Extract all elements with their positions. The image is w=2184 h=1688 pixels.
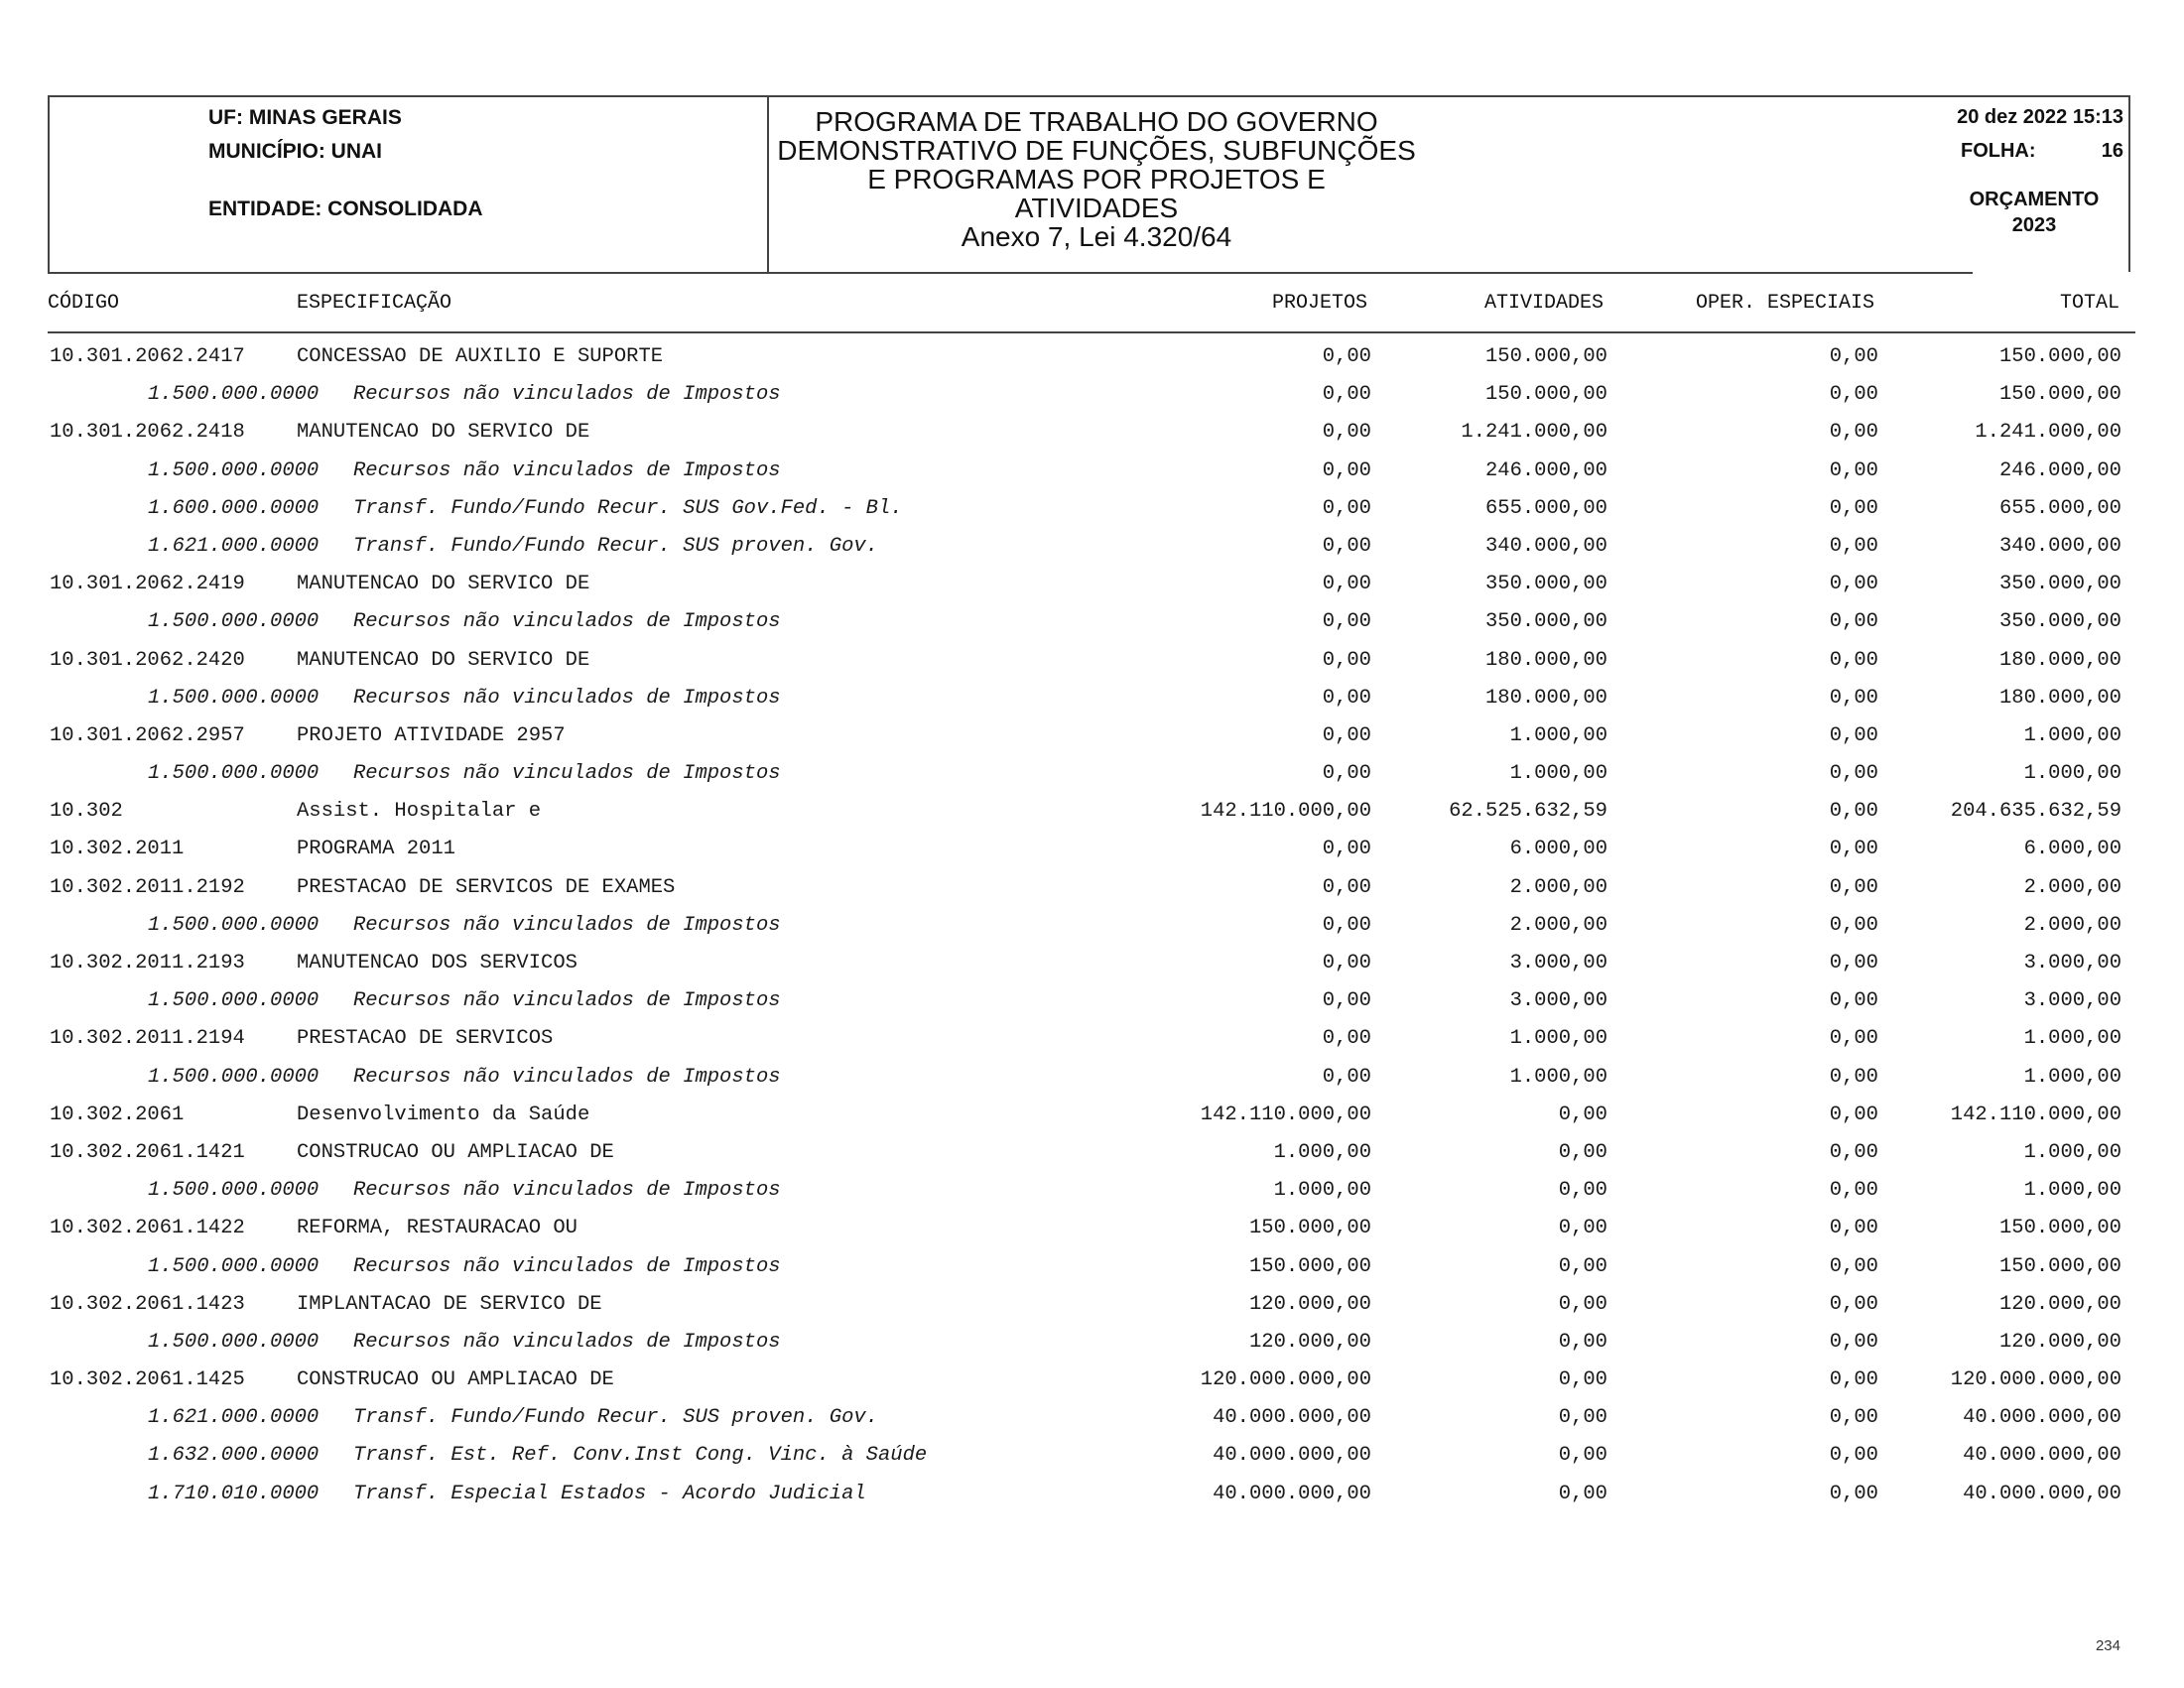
row-atividades: 6.000,00 xyxy=(1509,838,1607,861)
column-header-oper-especiais: OPER. ESPECIAIS xyxy=(1695,292,1874,315)
row-total: 2.000,00 xyxy=(2023,875,2121,899)
row-code: 10.301.2062.2957 xyxy=(50,723,245,747)
row-code: 1.500.000.0000 xyxy=(148,458,320,482)
row-projetos: 0,00 xyxy=(1322,989,1371,1013)
orcamento-label: ORÇAMENTO xyxy=(1969,189,2100,210)
row-projetos: 40.000.000,00 xyxy=(1213,1444,1371,1468)
row-code: 1.632.000.0000 xyxy=(148,1444,320,1468)
row-especificacao: PRESTACAO DE SERVICOS xyxy=(297,1027,554,1051)
row-especificacao: Recursos não vinculados de Impostos xyxy=(353,383,781,407)
row-especificacao: Recursos não vinculados de Impostos xyxy=(353,1330,781,1354)
row-especificacao: Recursos não vinculados de Impostos xyxy=(353,458,781,482)
row-oper-especiais: 0,00 xyxy=(1829,1254,1878,1278)
row-code: 10.302.2061.1423 xyxy=(50,1292,245,1316)
row-oper-especiais: 0,00 xyxy=(1829,1103,1878,1126)
row-total: 180.000,00 xyxy=(1998,648,2121,672)
row-projetos: 0,00 xyxy=(1322,913,1371,937)
table-row xyxy=(48,1021,2135,1059)
row-atividades: 0,00 xyxy=(1558,1103,1607,1126)
folha-label: FOLHA: xyxy=(1961,140,2036,162)
source-row xyxy=(48,908,2135,946)
row-total: 1.000,00 xyxy=(2023,1027,2121,1051)
row-total: 1.000,00 xyxy=(2023,762,2121,786)
row-code: 10.302.2061.1425 xyxy=(50,1368,245,1392)
table-row xyxy=(48,794,2135,832)
row-atividades: 1.000,00 xyxy=(1509,762,1607,786)
row-projetos: 150.000,00 xyxy=(1248,1254,1371,1278)
row-atividades: 0,00 xyxy=(1558,1254,1607,1278)
row-oper-especiais: 0,00 xyxy=(1829,1292,1878,1316)
column-header-codigo: CÓDIGO xyxy=(48,292,120,315)
row-especificacao: REFORMA, RESTAURACAO OU xyxy=(297,1217,578,1240)
row-code: 10.301.2062.2417 xyxy=(50,345,245,368)
row-projetos: 0,00 xyxy=(1322,762,1371,786)
municipio-label: MUNICÍPIO: UNAI xyxy=(208,140,382,163)
row-total: 120.000,00 xyxy=(1998,1292,2121,1316)
row-total: 1.000,00 xyxy=(2023,1140,2121,1164)
row-atividades: 0,00 xyxy=(1558,1444,1607,1468)
column-header-projetos: PROJETOS xyxy=(1271,292,1367,315)
row-oper-especiais: 0,00 xyxy=(1829,1140,1878,1164)
row-atividades: 180.000,00 xyxy=(1484,686,1607,710)
source-row xyxy=(48,377,2135,415)
row-projetos: 0,00 xyxy=(1322,723,1371,747)
row-projetos: 0,00 xyxy=(1322,1065,1371,1089)
row-projetos: 0,00 xyxy=(1322,610,1371,634)
row-total: 120.000,00 xyxy=(1998,1330,2121,1354)
row-code: 1.500.000.0000 xyxy=(148,1065,320,1089)
title-line: E PROGRAMAS POR PROJETOS E xyxy=(867,164,1326,195)
page-number: 234 xyxy=(2095,1637,2120,1654)
row-code: 1.500.000.0000 xyxy=(148,1179,320,1203)
row-especificacao: PROGRAMA 2011 xyxy=(297,838,455,861)
row-code: 1.500.000.0000 xyxy=(148,686,320,710)
source-row xyxy=(48,1400,2135,1438)
row-code: 1.621.000.0000 xyxy=(148,1406,320,1430)
row-especificacao: Recursos não vinculados de Impostos xyxy=(353,1179,781,1203)
row-code: 1.500.000.0000 xyxy=(148,989,320,1013)
row-atividades: 0,00 xyxy=(1558,1406,1607,1430)
row-projetos: 120.000,00 xyxy=(1248,1330,1371,1354)
row-projetos: 0,00 xyxy=(1322,496,1371,520)
row-projetos: 40.000.000,00 xyxy=(1213,1482,1371,1505)
row-atividades: 150.000,00 xyxy=(1484,383,1607,407)
source-row xyxy=(48,491,2135,529)
row-total: 180.000,00 xyxy=(1998,686,2121,710)
row-oper-especiais: 0,00 xyxy=(1829,421,1878,445)
row-code: 1.710.010.0000 xyxy=(148,1482,320,1505)
row-oper-especiais: 0,00 xyxy=(1829,762,1878,786)
row-atividades: 340.000,00 xyxy=(1484,534,1607,558)
row-total: 340.000,00 xyxy=(1998,534,2121,558)
row-atividades: 1.000,00 xyxy=(1509,723,1607,747)
row-oper-especiais: 0,00 xyxy=(1829,1444,1878,1468)
entidade-label: ENTIDADE: CONSOLIDADA xyxy=(208,197,483,220)
row-projetos: 0,00 xyxy=(1322,952,1371,974)
table-row xyxy=(48,1287,2135,1325)
row-atividades: 3.000,00 xyxy=(1509,952,1607,974)
row-especificacao: Recursos não vinculados de Impostos xyxy=(353,1065,781,1089)
source-row xyxy=(48,983,2135,1021)
source-row xyxy=(48,1325,2135,1363)
row-projetos: 142.110.000,00 xyxy=(1200,1103,1371,1126)
row-projetos: 0,00 xyxy=(1322,573,1371,596)
table-row xyxy=(48,1098,2135,1135)
title-line: DEMONSTRATIVO DE FUNÇÕES, SUBFUNÇÕES xyxy=(777,135,1416,166)
source-row xyxy=(48,1477,2135,1514)
row-atividades: 2.000,00 xyxy=(1509,875,1607,899)
column-header-total: TOTAL xyxy=(2059,292,2120,315)
row-especificacao: Recursos não vinculados de Impostos xyxy=(353,686,781,710)
row-code: 1.500.000.0000 xyxy=(148,610,320,634)
row-especificacao: Recursos não vinculados de Impostos xyxy=(353,762,781,786)
row-total: 350.000,00 xyxy=(1998,610,2121,634)
table-header xyxy=(48,292,2135,331)
header-border-bottom xyxy=(48,272,1973,274)
row-code: 10.301.2062.2419 xyxy=(50,573,245,596)
source-row xyxy=(48,1438,2135,1476)
row-projetos: 0,00 xyxy=(1322,875,1371,899)
row-total: 40.000.000,00 xyxy=(1963,1444,2121,1468)
row-code: 1.500.000.0000 xyxy=(148,913,320,937)
row-projetos: 1.000,00 xyxy=(1273,1179,1371,1203)
row-oper-especiais: 0,00 xyxy=(1829,723,1878,747)
title-line: Anexo 7, Lei 4.320/64 xyxy=(961,221,1232,252)
table-header-rule xyxy=(48,331,2135,333)
row-oper-especiais: 0,00 xyxy=(1829,1368,1878,1392)
row-oper-especiais: 0,00 xyxy=(1829,1065,1878,1089)
row-total: 2.000,00 xyxy=(2023,913,2121,937)
row-oper-especiais: 0,00 xyxy=(1829,458,1878,482)
row-especificacao: IMPLANTACAO DE SERVICO DE xyxy=(297,1292,602,1316)
row-especificacao: Transf. Fundo/Fundo Recur. SUS Gov.Fed. - Bl. xyxy=(353,496,903,520)
row-oper-especiais: 0,00 xyxy=(1829,838,1878,861)
row-especificacao: MANUTENCAO DO SERVICO DE xyxy=(297,421,590,445)
row-projetos: 1.000,00 xyxy=(1273,1140,1371,1164)
table-row xyxy=(48,832,2135,869)
table-row xyxy=(48,870,2135,908)
header-entity-block xyxy=(208,101,744,226)
table-row xyxy=(48,567,2135,604)
row-atividades: 1.241.000,00 xyxy=(1461,421,1607,445)
row-code: 1.500.000.0000 xyxy=(148,1254,320,1278)
row-oper-especiais: 0,00 xyxy=(1829,686,1878,710)
row-code: 1.500.000.0000 xyxy=(148,1330,320,1354)
row-atividades: 0,00 xyxy=(1558,1482,1607,1505)
row-oper-especiais: 0,00 xyxy=(1829,573,1878,596)
report-datetime: 20 dez 2022 15:13 xyxy=(1957,106,2123,128)
row-projetos: 0,00 xyxy=(1322,534,1371,558)
row-total: 40.000.000,00 xyxy=(1963,1482,2121,1505)
table-row xyxy=(48,643,2135,681)
row-code: 10.302.2061.1421 xyxy=(50,1140,245,1164)
row-projetos: 0,00 xyxy=(1322,838,1371,861)
row-projetos: 0,00 xyxy=(1322,1027,1371,1051)
row-atividades: 0,00 xyxy=(1558,1140,1607,1164)
row-total: 1.241.000,00 xyxy=(1975,421,2121,445)
row-projetos: 0,00 xyxy=(1322,345,1371,368)
row-especificacao: MANUTENCAO DO SERVICO DE xyxy=(297,573,590,596)
table-row xyxy=(48,415,2135,453)
row-total: 40.000.000,00 xyxy=(1963,1406,2121,1430)
row-projetos: 0,00 xyxy=(1322,686,1371,710)
row-especificacao: CONSTRUCAO OU AMPLIACAO DE xyxy=(297,1368,614,1392)
header-border-top xyxy=(48,95,2128,97)
row-atividades: 246.000,00 xyxy=(1484,458,1607,482)
row-total: 6.000,00 xyxy=(2023,838,2121,861)
row-code: 10.301.2062.2418 xyxy=(50,421,245,445)
row-total: 120.000.000,00 xyxy=(1950,1368,2121,1392)
table-row xyxy=(48,1135,2135,1173)
table-row xyxy=(48,1363,2135,1400)
row-especificacao: Transf. Fundo/Fundo Recur. SUS proven. Gov. xyxy=(353,1406,878,1430)
row-especificacao: Desenvolvimento da Saúde xyxy=(297,1103,590,1126)
source-row xyxy=(48,604,2135,642)
row-code: 10.302.2011.2194 xyxy=(50,1027,245,1051)
row-projetos: 120.000,00 xyxy=(1248,1292,1371,1316)
row-oper-especiais: 0,00 xyxy=(1829,800,1878,824)
row-atividades: 1.000,00 xyxy=(1509,1027,1607,1051)
row-atividades: 62.525.632,59 xyxy=(1449,800,1607,824)
row-oper-especiais: 0,00 xyxy=(1829,1179,1878,1203)
source-row xyxy=(48,1249,2135,1287)
row-projetos: 0,00 xyxy=(1322,383,1371,407)
source-row xyxy=(48,681,2135,718)
column-header-especificacao: ESPECIFICAÇÃO xyxy=(297,292,452,315)
row-atividades: 655.000,00 xyxy=(1484,496,1607,520)
row-total: 1.000,00 xyxy=(2023,723,2121,747)
row-atividades: 180.000,00 xyxy=(1484,648,1607,672)
orcamento-block xyxy=(1945,187,2123,238)
row-especificacao: Recursos não vinculados de Impostos xyxy=(353,913,781,937)
title-line: PROGRAMA DE TRABALHO DO GOVERNO xyxy=(815,106,1378,137)
row-especificacao: Transf. Est. Ref. Conv.Inst Cong. Vinc. à Saúde xyxy=(353,1444,928,1468)
row-total: 246.000,00 xyxy=(1998,458,2121,482)
report-title xyxy=(774,107,1419,251)
row-especificacao: CONSTRUCAO OU AMPLIACAO DE xyxy=(297,1140,614,1164)
table-row xyxy=(48,946,2135,983)
row-code: 1.600.000.0000 xyxy=(148,496,320,520)
row-total: 3.000,00 xyxy=(2023,952,2121,974)
source-row xyxy=(48,1060,2135,1098)
uf-label: UF: MINAS GERAIS xyxy=(208,106,402,129)
row-oper-especiais: 0,00 xyxy=(1829,1330,1878,1354)
row-atividades: 3.000,00 xyxy=(1509,989,1607,1013)
row-especificacao: Transf. Fundo/Fundo Recur. SUS proven. Gov. xyxy=(353,534,878,558)
row-atividades: 0,00 xyxy=(1558,1368,1607,1392)
header-meta-block xyxy=(1945,103,2123,238)
row-atividades: 0,00 xyxy=(1558,1292,1607,1316)
table-row xyxy=(48,1211,2135,1248)
table-row xyxy=(48,718,2135,756)
source-row xyxy=(48,529,2135,567)
row-atividades: 350.000,00 xyxy=(1484,573,1607,596)
row-code: 10.302.2011.2193 xyxy=(50,952,245,974)
row-total: 655.000,00 xyxy=(1998,496,2121,520)
title-line: ATIVIDADES xyxy=(1014,193,1179,223)
row-oper-especiais: 0,00 xyxy=(1829,952,1878,974)
row-code: 10.302.2061 xyxy=(50,1103,185,1126)
row-especificacao: Recursos não vinculados de Impostos xyxy=(353,989,781,1013)
row-projetos: 120.000.000,00 xyxy=(1200,1368,1371,1392)
row-code: 10.302 xyxy=(50,800,123,824)
row-atividades: 150.000,00 xyxy=(1484,345,1607,368)
row-total: 150.000,00 xyxy=(1998,383,2121,407)
row-code: 10.301.2062.2420 xyxy=(50,648,245,672)
row-oper-especiais: 0,00 xyxy=(1829,989,1878,1013)
row-projetos: 0,00 xyxy=(1322,648,1371,672)
row-code: 10.302.2061.1422 xyxy=(50,1217,245,1240)
row-total: 150.000,00 xyxy=(1998,1254,2121,1278)
row-oper-especiais: 0,00 xyxy=(1829,875,1878,899)
row-oper-especiais: 0,00 xyxy=(1829,496,1878,520)
header-divider xyxy=(767,95,769,272)
row-especificacao: CONCESSAO DE AUXILIO E SUPORTE xyxy=(297,345,664,368)
column-header-atividades: ATIVIDADES xyxy=(1483,292,1604,315)
source-row xyxy=(48,1173,2135,1211)
row-atividades: 1.000,00 xyxy=(1509,1065,1607,1089)
table-row xyxy=(48,339,2135,377)
row-oper-especiais: 0,00 xyxy=(1829,913,1878,937)
row-total: 142.110.000,00 xyxy=(1950,1103,2121,1126)
source-row xyxy=(48,454,2135,491)
row-projetos: 0,00 xyxy=(1322,421,1371,445)
row-especificacao: MANUTENCAO DOS SERVICOS xyxy=(297,952,578,974)
row-especificacao: MANUTENCAO DO SERVICO DE xyxy=(297,648,590,672)
row-oper-especiais: 0,00 xyxy=(1829,1406,1878,1430)
orcamento-year: 2023 xyxy=(2011,214,2057,236)
source-row xyxy=(48,756,2135,794)
row-projetos: 0,00 xyxy=(1322,458,1371,482)
row-projetos: 40.000.000,00 xyxy=(1213,1406,1371,1430)
table-body xyxy=(48,339,2135,1514)
row-total: 3.000,00 xyxy=(2023,989,2121,1013)
row-oper-especiais: 0,00 xyxy=(1829,1482,1878,1505)
row-projetos: 150.000,00 xyxy=(1248,1217,1371,1240)
row-atividades: 0,00 xyxy=(1558,1179,1607,1203)
row-oper-especiais: 0,00 xyxy=(1829,345,1878,368)
row-total: 150.000,00 xyxy=(1998,345,2121,368)
row-especificacao: PROJETO ATIVIDADE 2957 xyxy=(297,723,566,747)
row-code: 1.500.000.0000 xyxy=(148,383,320,407)
row-especificacao: Assist. Hospitalar e xyxy=(297,800,542,824)
row-total: 1.000,00 xyxy=(2023,1179,2121,1203)
folha-row xyxy=(1945,135,2123,167)
row-oper-especiais: 0,00 xyxy=(1829,648,1878,672)
row-atividades: 0,00 xyxy=(1558,1217,1607,1240)
row-oper-especiais: 0,00 xyxy=(1829,1217,1878,1240)
row-code: 10.302.2011 xyxy=(50,838,185,861)
row-especificacao: Transf. Especial Estados - Acordo Judicial xyxy=(353,1482,866,1505)
row-oper-especiais: 0,00 xyxy=(1829,534,1878,558)
row-code: 1.500.000.0000 xyxy=(148,762,320,786)
row-oper-especiais: 0,00 xyxy=(1829,383,1878,407)
row-especificacao: Recursos não vinculados de Impostos xyxy=(353,610,781,634)
row-total: 350.000,00 xyxy=(1998,573,2121,596)
row-oper-especiais: 0,00 xyxy=(1829,610,1878,634)
row-total: 150.000,00 xyxy=(1998,1217,2121,1240)
row-especificacao: PRESTACAO DE SERVICOS DE EXAMES xyxy=(297,875,676,899)
row-projetos: 142.110.000,00 xyxy=(1200,800,1371,824)
row-oper-especiais: 0,00 xyxy=(1829,1027,1878,1051)
row-especificacao: Recursos não vinculados de Impostos xyxy=(353,1254,781,1278)
header-border-right xyxy=(2128,95,2130,272)
row-atividades: 2.000,00 xyxy=(1509,913,1607,937)
row-code: 1.621.000.0000 xyxy=(148,534,320,558)
folha-value: 16 xyxy=(2101,140,2123,162)
row-atividades: 0,00 xyxy=(1558,1330,1607,1354)
row-atividades: 350.000,00 xyxy=(1484,610,1607,634)
header-border-left xyxy=(48,95,50,272)
row-code: 10.302.2011.2192 xyxy=(50,875,245,899)
row-total: 204.635.632,59 xyxy=(1950,800,2121,824)
row-total: 1.000,00 xyxy=(2023,1065,2121,1089)
